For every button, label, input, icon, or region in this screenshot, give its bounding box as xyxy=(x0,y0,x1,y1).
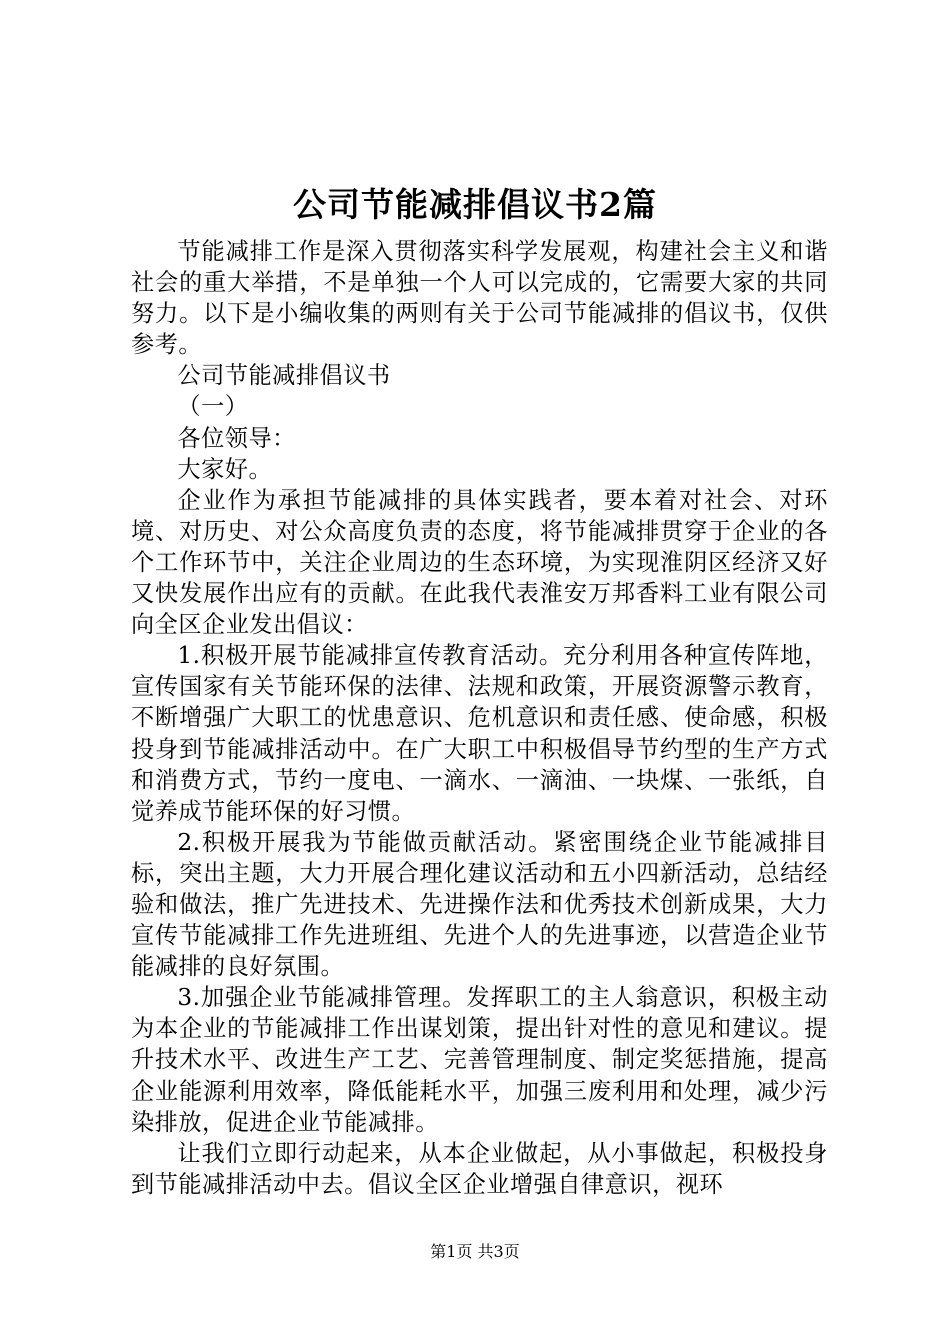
paragraph: 各位领导： xyxy=(177,424,296,452)
paragraph: 企业作为承担节能减排的具体实践者，要本着对社会、对环境、对历史、对公众高度负责的态度，将节能减排贯穿于企业的各个工作环节中，关注企业周边的生态环境，为实现淮阴区经济又好又快发展作出应有的贡献。在此我代表淮安万邦香料工业有限公司向全区企业发出倡议： xyxy=(131,486,828,639)
paragraph: 大家好。 xyxy=(177,455,273,483)
page-footer: 第1页 共3页 xyxy=(430,1242,520,1261)
document-body xyxy=(131,236,828,1200)
paragraph: 节能减排工作是深入贯彻落实科学发展观，构建社会主义和谐社会的重大举措，不是单独一个人可以完成的，它需要大家的共同努力。以下是小编收集的两则有关于公司节能减排的倡议书，仅供参考。 xyxy=(131,238,828,359)
paragraph: 让我们立即行动起来，从本企业做起，从小事做起，积极投身到节能减排活动中去。倡议全区企业增强自律意识，视环 xyxy=(131,1139,828,1198)
paragraph: 公司节能减排倡议书 xyxy=(177,362,391,390)
document-title: 公司节能减排倡议书2篇 xyxy=(293,185,657,224)
paragraph: 2.积极开展我为节能做贡献活动。紧密围绕企业节能减排目标，突出主题，大力开展合理化建议活动和五小四新活动，总结经验和做法，推广先进技术、先进操作法和优秀技术创新成果，大力宣传节能减排工作先进班组、先进个人的先进事迹，以营造企业节能减排的良好氛围。 xyxy=(131,828,828,981)
paragraph: 3.加强企业节能减排管理。发挥职工的主人翁意识，积极主动为本企业的节能减排工作出谋划策，提出针对性的意见和建议。提升技术水平、改进生产工艺、完善管理制度、制定奖惩措施，提高企业能源利用效率，降低能耗水平，加强三废利用和处理，减少污染排放，促进企业节能减排。 xyxy=(131,984,828,1136)
paragraph: （一） xyxy=(177,393,249,421)
paragraph: 1.积极开展节能减排宣传教育活动。充分利用各种宣传阵地，宣传国家有关节能环保的法律、法规和政策，开展资源警示教育，不断增强广大职工的忧患意识、危机意识和责任感、使命感，积极投身到节能减排活动中。在广大职工中积极倡导节约型的生产方式和消费方式，节约一度电、一滴水、一滴油、一块煤、一张纸，自觉养成节能环保的好习惯。 xyxy=(131,642,828,825)
